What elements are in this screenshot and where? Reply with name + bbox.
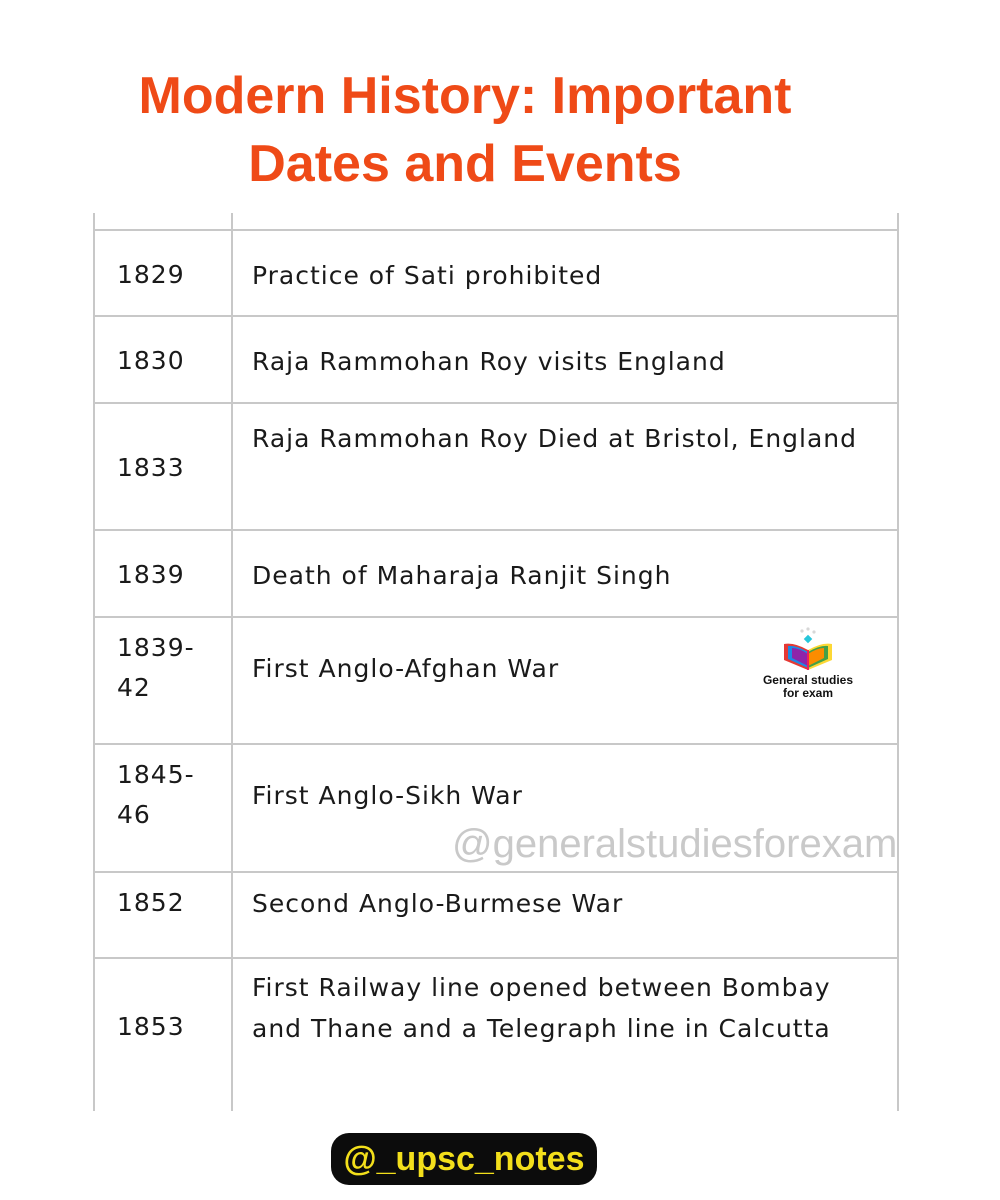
title-line-2: Dates and Events <box>248 135 682 193</box>
year-cell: 1829 <box>117 260 185 289</box>
title-line-1: Modern History: Important <box>138 67 792 125</box>
year-cell: 1845-46 <box>117 760 195 829</box>
year-cell: 1853 <box>117 1012 185 1041</box>
table-row <box>95 957 897 1111</box>
year-cell: 1830 <box>117 346 185 375</box>
table-row <box>95 315 897 403</box>
year-cell: 1852 <box>117 888 185 917</box>
year-cell: 1839-42 <box>117 633 195 702</box>
brand-logo <box>752 622 864 706</box>
event-cell: First Railway line opened between Bombay and Thane and a Telegraph line in Calcutta <box>252 973 831 1043</box>
page-title <box>0 62 930 198</box>
logo-text-line-2: for exam <box>782 686 834 700</box>
logo-text-line-1: General studies <box>762 673 854 687</box>
table-row <box>95 871 897 959</box>
table-row <box>95 402 897 530</box>
event-cell: First Anglo-Sikh War <box>252 781 523 810</box>
table-row <box>95 529 897 617</box>
event-cell: Practice of Sati prohibited <box>252 261 603 290</box>
channel-handle-badge: @_upsc_notes <box>331 1133 597 1185</box>
event-cell: First Anglo-Afghan War <box>252 654 560 683</box>
table-row <box>95 229 897 317</box>
book-icon <box>780 626 836 674</box>
event-cell: Raja Rammohan Roy visits England <box>252 347 726 376</box>
watermark: @generalstudiesforexam <box>452 822 898 866</box>
year-cell: 1833 <box>117 453 185 482</box>
event-cell: Death of Maharaja Ranjit Singh <box>252 561 672 590</box>
event-cell: Second Anglo-Burmese War <box>252 889 624 918</box>
event-cell: Raja Rammohan Roy Died at Bristol, England <box>252 424 858 453</box>
year-cell: 1839 <box>117 560 185 589</box>
